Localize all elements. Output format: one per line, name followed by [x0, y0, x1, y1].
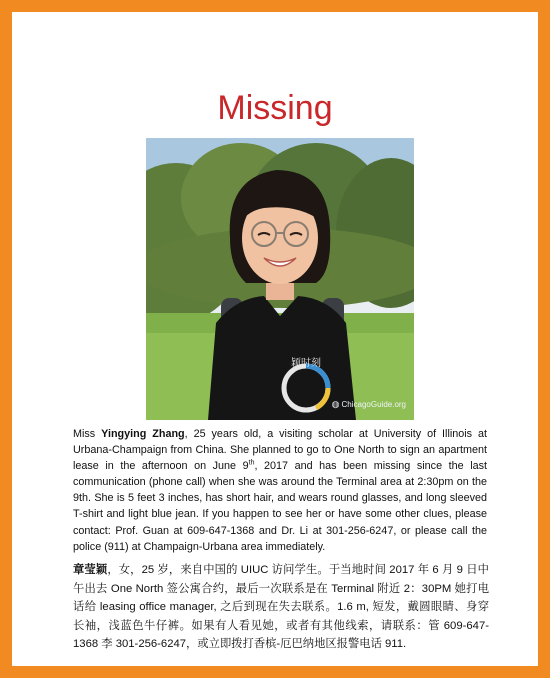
chinese-description — [73, 561, 489, 654]
poster-sheet — [12, 12, 538, 666]
poster-title: Missing — [217, 89, 333, 127]
camera-icon: ◍ — [331, 399, 340, 409]
missing-person-name: Yingying Zhang — [101, 428, 185, 440]
svg-text:颖时刻: 颖时刻 — [291, 358, 321, 369]
english-text-part1: , 25 years old, a visiting scholar at University of Illinois at Urbana-Champaign from China. She planned to go to One North to sign an apartment lease in the afternoon on June 9 — [73, 428, 487, 473]
english-prefix: Miss — [73, 428, 102, 440]
missing-person-photo — [146, 138, 414, 420]
english-text-part2: , 2017 and has been missing since the last communication (phone call) when she was around the Terminal area at 2:30pm on the 9th. She is 5 feet 3 inches, has short hair, and wears round glasses, and long sleeved T-shirt and light blue jean. If you happen to see her or have some other clues, please contact: Prof. Guan at 609-647-1368 and Dr. Li at 301-256-6247, or please call the police (911) at Champaign-Urbana area immediately. — [73, 460, 487, 553]
watermark-text: ChicagoGuide.org — [341, 400, 406, 409]
photo-watermark — [332, 399, 406, 410]
english-description — [73, 426, 487, 555]
date-ordinal-suffix: th — [248, 459, 255, 467]
missing-person-name-chinese: 章莹颖 — [73, 564, 108, 576]
chinese-text: ，女，25 岁，来自中国的 UIUC 访问学生。于当地时间 2017 年 6 月 9 日中午出去 One North 签公寓合约，最后一次联系是在 Terminal 附近 2：30PM 她打电话给 leasing office manager, 之后到现在失去联系。1.6 m, 短发，戴圆眼睛、身穿长袖，浅蓝色牛仔裤。如果有人看见她，或者有其他线索，请联系：管 609-647-1368 李 301-256-6247，或立即拨打香槟-厄巴纳地区报警电话 911. — [73, 564, 489, 651]
photo-illustration — [146, 138, 414, 420]
